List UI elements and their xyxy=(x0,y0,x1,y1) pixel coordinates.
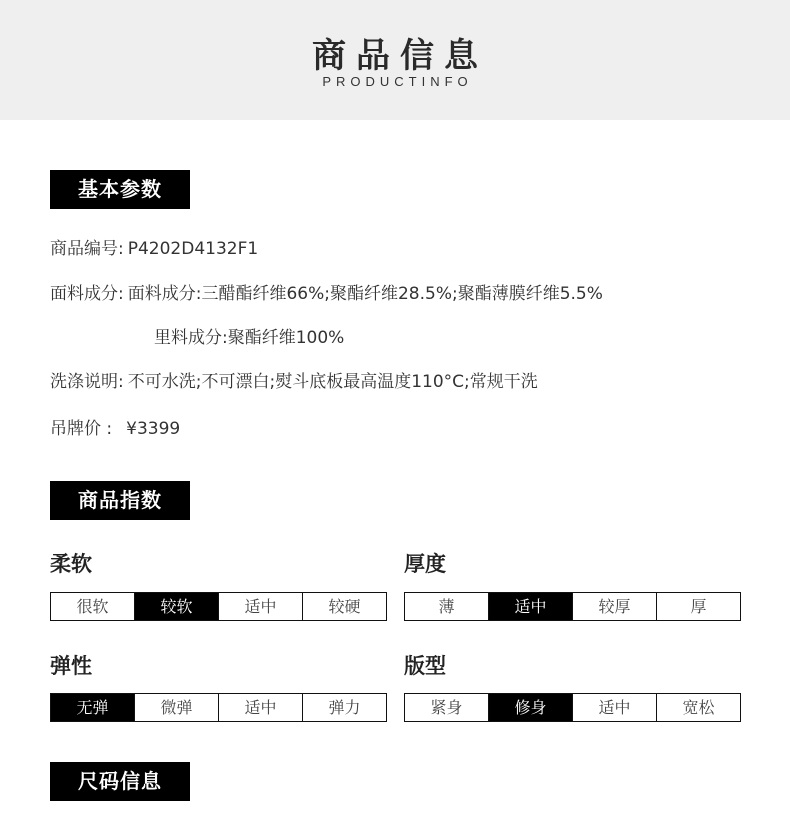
scale-option: 较硬 xyxy=(328,597,361,616)
param-key: 面料成分: xyxy=(50,284,124,304)
section-label-size: 尺码信息 xyxy=(50,762,190,801)
scale-option: 适中 xyxy=(573,694,657,721)
param-key: 洗涤说明: xyxy=(50,372,124,392)
index-scale-softness xyxy=(50,592,387,621)
scale-option: 厚 xyxy=(690,597,707,616)
scale-option: 较软 xyxy=(135,593,219,620)
page-title: 商品信息 xyxy=(312,36,488,76)
page-header xyxy=(0,0,790,120)
index-title-softness: 柔软 xyxy=(50,552,92,576)
param-value: 不可水洗;不可漂白;熨斗底板最高温度110°C;常规干洗 xyxy=(127,372,538,392)
page-subtitle: PRODUCTINFO xyxy=(322,74,473,89)
index-scale-fit xyxy=(404,693,741,722)
param-row-care xyxy=(50,371,538,393)
param-key: 吊牌价 : xyxy=(50,419,113,439)
scale-option: 微弹 xyxy=(135,694,219,721)
scale-option: 紧身 xyxy=(405,694,489,721)
index-title-elasticity: 弹性 xyxy=(50,654,92,678)
index-title-thickness: 厚度 xyxy=(404,552,446,576)
scale-option: 适中 xyxy=(219,694,303,721)
scale-option: 弹力 xyxy=(328,698,361,717)
index-title-fit: 版型 xyxy=(404,654,446,678)
scale-option: 很软 xyxy=(51,593,135,620)
index-scale-thickness xyxy=(404,592,741,621)
param-value: 面料成分:三醋酯纤维66%;聚酯纤维28.5%;聚酯薄膜纤维5.5% xyxy=(127,284,603,304)
scale-option: 薄 xyxy=(405,593,489,620)
scale-option: 无弹 xyxy=(51,694,135,721)
param-key: 商品编号: xyxy=(50,239,124,259)
scale-option: 较厚 xyxy=(573,593,657,620)
param-row-sku xyxy=(50,238,258,260)
index-scale-elasticity xyxy=(50,693,387,722)
scale-option: 适中 xyxy=(489,593,573,620)
section-label-index: 商品指数 xyxy=(50,481,190,520)
param-value: ¥3399 xyxy=(126,419,181,439)
param-row-fabric xyxy=(50,283,603,305)
scale-option: 修身 xyxy=(489,694,573,721)
section-label-basic: 基本参数 xyxy=(50,170,190,209)
scale-option: 适中 xyxy=(219,593,303,620)
param-value: P4202D4132F1 xyxy=(127,239,259,259)
param-row-lining xyxy=(154,327,344,349)
param-value: 里料成分:聚酯纤维100% xyxy=(154,328,345,348)
param-row-price xyxy=(50,418,180,440)
scale-option: 宽松 xyxy=(682,698,715,717)
